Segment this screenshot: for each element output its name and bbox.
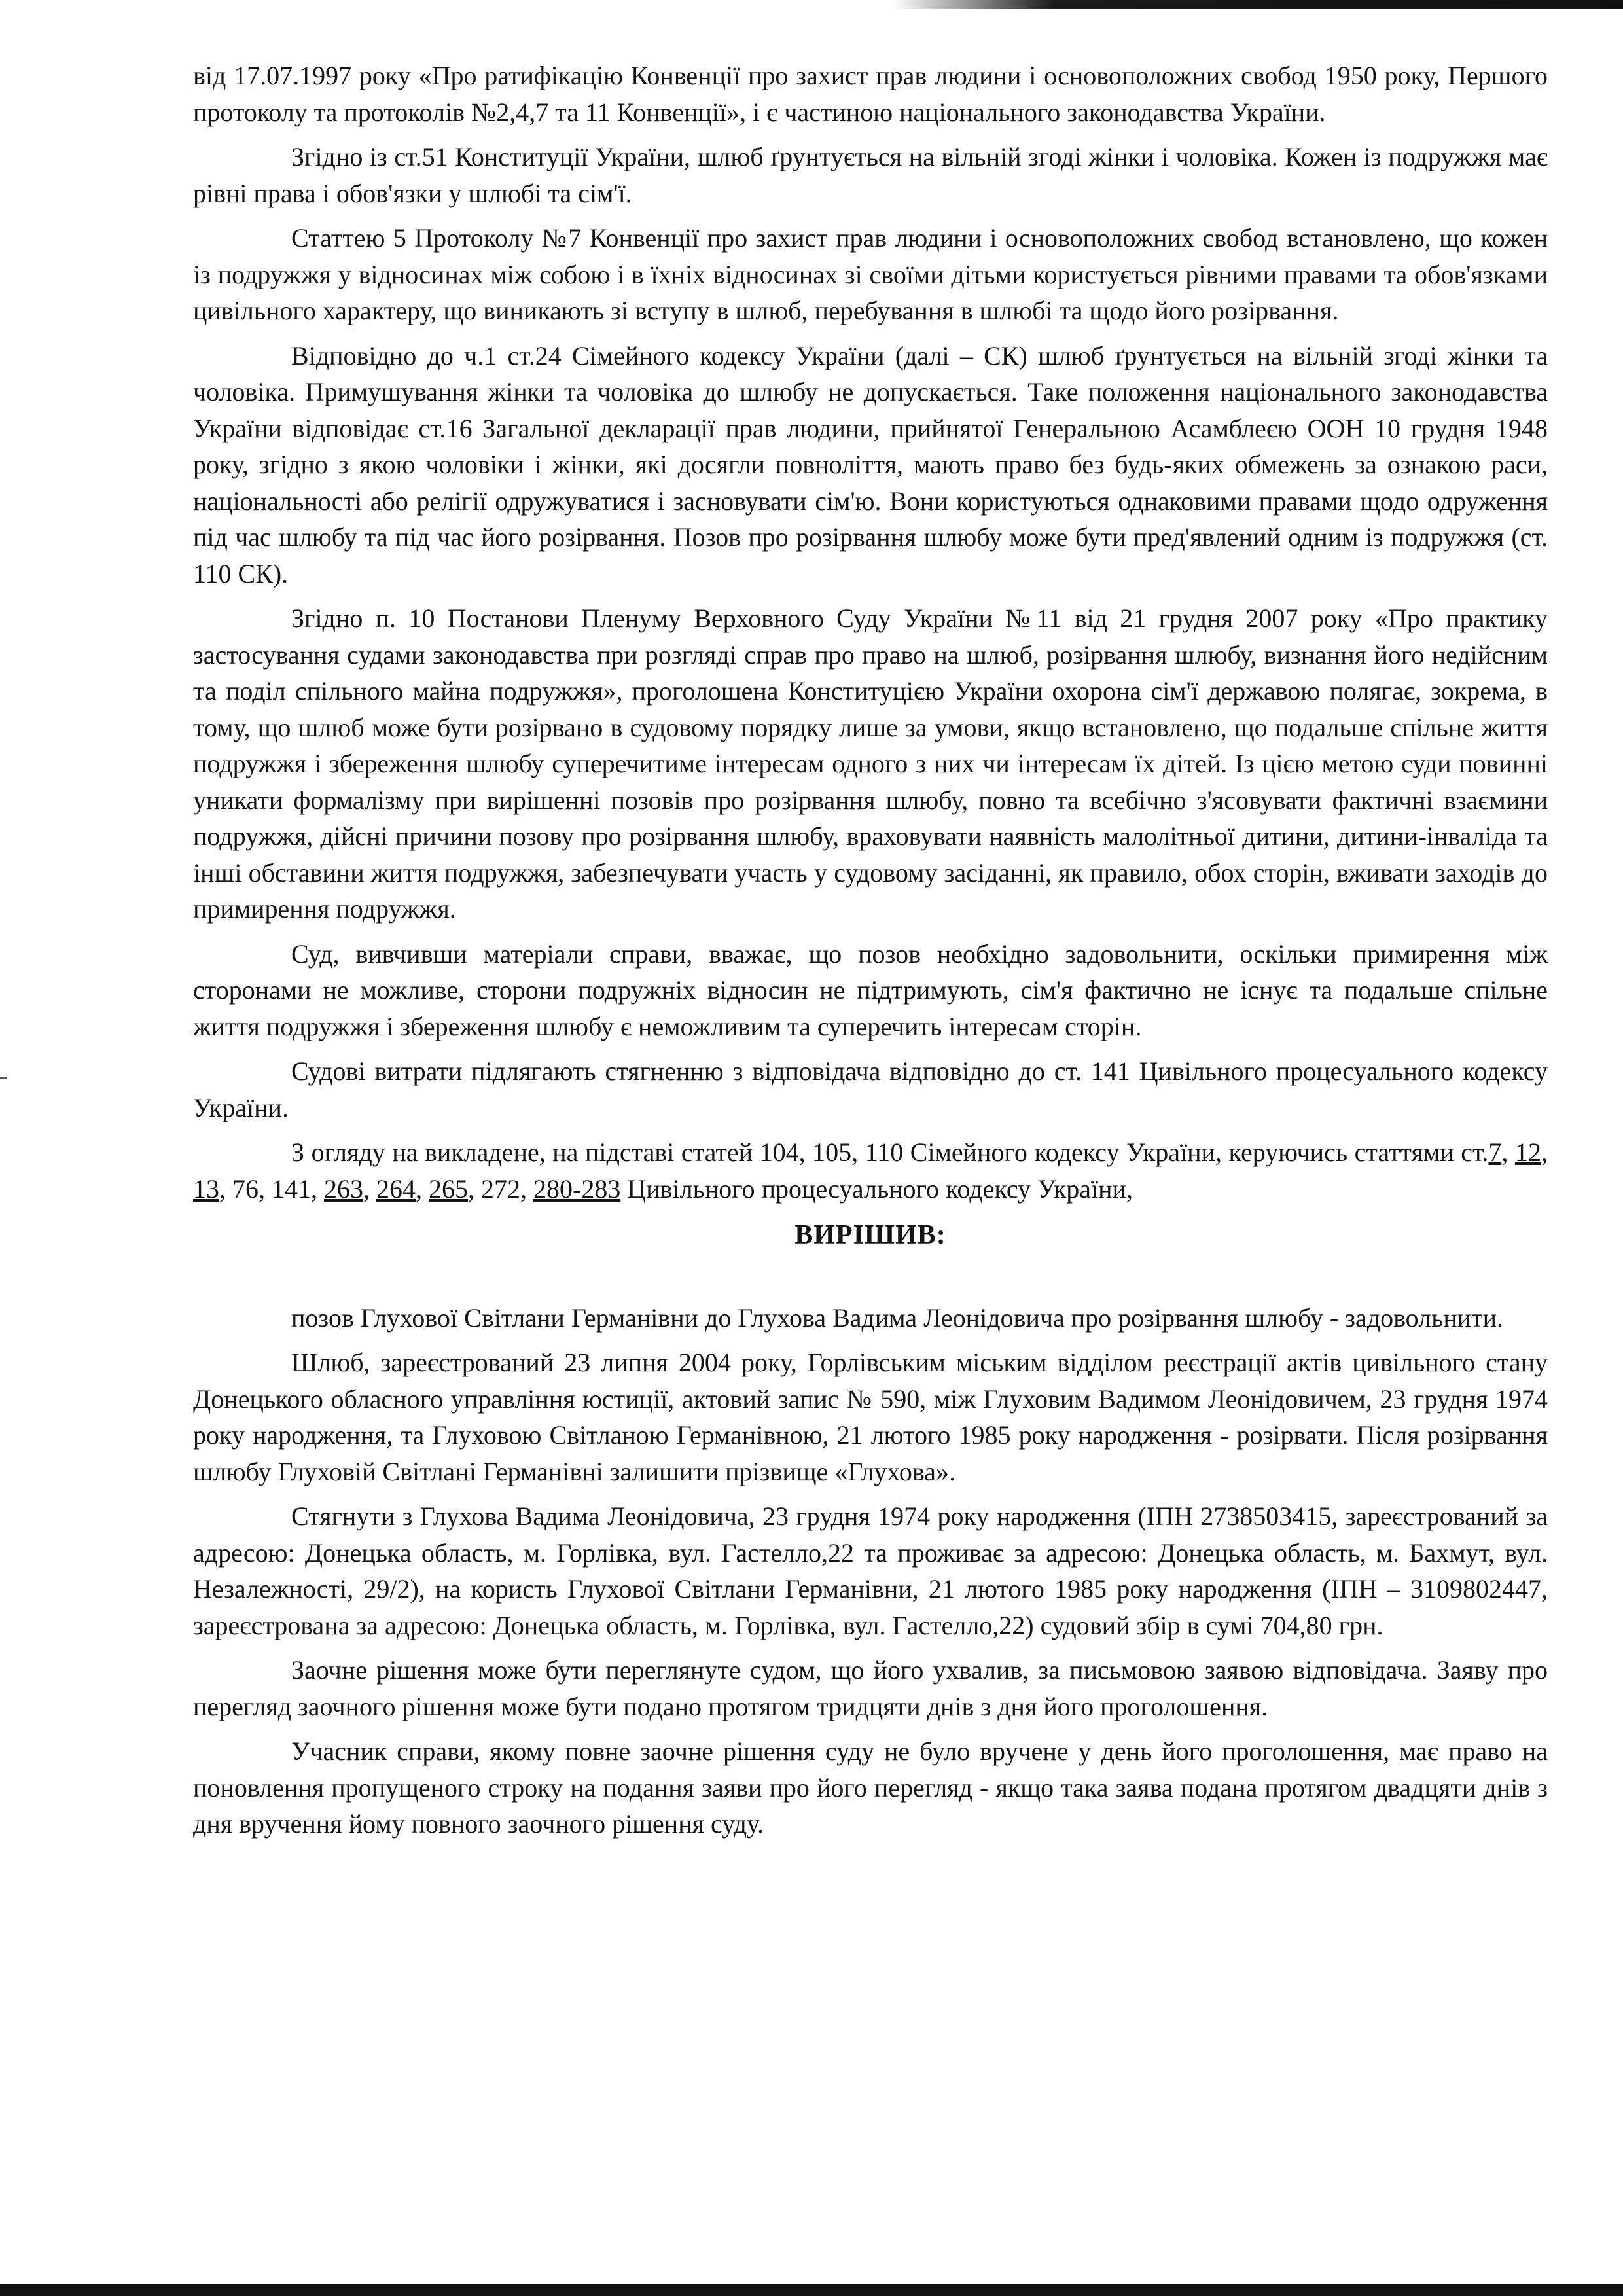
paragraph-family-code-art24: Відповідно до ч.1 ст.24 Сімейного кодексу України (далі – СК) шлюб ґрунтується на вільній згоді жінки та чоловіка. Примушування жінки та чоловіка до шлюбу не допускається. Таке положення національного законодавства України відповідає ст.16 Загальної декларації прав людини, прийнятої Генеральною Асамблеєю ООН 10 грудня 1948 року, згідно з якою чоловіки і жінки, які досягли повноліття, мають право без будь-яких обмежень за ознакою раси, національності або релігії одружуватися і засновувати сім'ю. Вони користуються однаковими правами щодо одруження під час шлюбу та під час його розірвання. Позов про розірвання шлюбу може бути пред'явлений одним із подружжя (ст. 110 СК). xyxy=(193,340,1548,588)
scan-edge-top xyxy=(0,0,1623,9)
decision-review-right: Заочне рішення може бути переглянуте судом, що його ухвалив, за письмовою заявою відповідача. Заяву про перегляд заочного рішення може бути подано протягом тридцяти днів з дня його проголошення. xyxy=(193,1655,1548,1721)
article-link-280-283[interactable]: 280-283 xyxy=(533,1174,621,1204)
decision-claim-granted: позов Глухової Світлани Германівни до Глухова Вадима Леонідовича про розірвання шлюбу - задовольнити. xyxy=(291,1302,1504,1333)
grounds-outro: Цивільного процесуального кодексу України, xyxy=(620,1174,1133,1204)
paragraph-protocol7-art5: Статтею 5 Протоколу №7 Конвенції про захист прав людини і основоположних свобод встановлено, що кожен із подружжя у відносинах між собою і в їхніх відносинах зі своїми дітьми користується рівними правами та обов'язками цивільного характеру, що виникають зі вступу в шлюб, перебування в шлюбі та щодо його розірвання. xyxy=(193,223,1548,325)
decision-heading: ВИРІШИВ: xyxy=(794,1220,946,1250)
article-link-13[interactable]: 13 xyxy=(193,1174,219,1204)
article-link-264[interactable]: 264 xyxy=(376,1174,416,1204)
article-link-265[interactable]: 265 xyxy=(429,1174,468,1204)
article-link-7[interactable]: 7 xyxy=(1488,1138,1502,1167)
grounds-intro: З огляду на викладене, на підставі статей 104, 105, 110 Сімейного кодексу України, керуючись статтями ст. xyxy=(291,1138,1489,1167)
scan-edge-bottom xyxy=(0,2284,1623,2296)
paragraph-court-finding: Суд, вивчивши матеріали справи, вважає, що позов необхідно задовольнити, оскільки примирення між сторонами не можливе, сторони подружніх відносин не підтримують, сім'я фактично не існує та подальше спільне життя подружжя і збереження шлюбу є неможливим та суперечить інтересам сторін. xyxy=(193,939,1548,1041)
decision-marriage-dissolved: Шлюб, зареєстрований 23 липня 2004 року, Горлівським міським відділом реєстрації актів цивільного стану Донецького обласного управління юстиції, актовий запис № 590, між Глуховим Вадимом Леонідовичем, 23 грудня 1974 року народження, та Глуховою Світланою Германівною, 21 лютого 1985 року народження - розірвати. Після розірвання шлюбу Глуховій Світлані Германівні залишити прізвище «Глухова». xyxy=(193,1348,1548,1486)
decision-court-fee: Стягнути з Глухова Вадима Леонідовича, 23 грудня 1974 року народження (ІПН 2738503415, зареєстрований за адресою: Донецька область, м. Горлівка, вул. Гастелло,22 та проживає за адресою: Донецька область, м. Бахмут, вул. Незалежності, 29/2), на користь Глухової Світлани Германівни, 21 лютого 1985 року народження (ІПН – 3109802447, зареєстрована за адресою: Донецька область, м. Горлівка, вул. Гастелло,22) судовий збір в сумі 704,80 грн. xyxy=(193,1501,1548,1640)
paragraph-plenum-resolution: Згідно п. 10 Постанови Пленуму Верховного Суду України №11 від 21 грудня 2007 року «Про практику застосування судами законодавства при розгляді справ про право на шлюб, розірвання шлюбу, визнання його недійсним та поділ спільного майна подружжя», проголошена Конституцією України охорона сім'ї державою полягає, зокрема, в тому, що шлюб може бути розірвано в судовому порядку лише за умови, якщо встановлено, що подальше спільне життя подружжя і збереження шлюбу суперечитиме інтересам одного з них чи інтересам їх дітей. Із цією метою суди повинні уникати формалізму при вирішенні позовів про розірвання шлюбу, повно та всебічно з'ясовувати фактичні взаємини подружжя, дійсні причини позову про розірвання шлюбу, враховувати наявність малолітньої дитини, дитини-інваліда та інші обставини життя подружжя, забезпечувати участь у судовому засіданні, як правило, обох сторін, вживати заходів до примирення подружжя. xyxy=(193,603,1548,924)
paragraph-court-costs: Судові витрати підлягають стягненню з відповідача відповідно до ст. 141 Цивільного процесуального кодексу України. xyxy=(193,1056,1548,1122)
court-decision-page xyxy=(193,58,1548,1842)
paragraph-legal-grounds: З огляду на викладене, на підставі статей 104, 105, 110 Сімейного кодексу України, керуючись статтями ст.7, 12, 13, 76, 141, 263, 264, 265, 272, 280-283 Цивільного процесуального кодексу України, xyxy=(193,1138,1548,1204)
paragraph-convention-ratification: від 17.07.1997 року «Про ратифікацію Конвенції про захист прав людини і основоположних свобод 1950 року, Першого протоколу та протоколів №2,4,7 та 11 Конвенції», і є частиною національного законодавства України. xyxy=(193,61,1548,127)
article-link-12[interactable]: 12 xyxy=(1515,1138,1541,1167)
decision-term-renewal: Учасник справи, якому повне заочне рішення суду не було вручене у день його проголошення, має право на поновлення пропущеного строку на подання заяви про його перегляд - якщо така заява подана протягом двадцяти днів з дня вручення йому повного заочного рішення суду. xyxy=(193,1736,1548,1839)
paragraph-constitution-art51: Згідно із ст.51 Конституції України, шлюб ґрунтується на вільній згоді жінки і чоловіка. Кожен із подружжя має рівні права і обов'язки у шлюбі та сім'ї. xyxy=(193,142,1548,208)
scan-speck xyxy=(0,1077,7,1079)
article-link-263[interactable]: 263 xyxy=(324,1174,363,1204)
